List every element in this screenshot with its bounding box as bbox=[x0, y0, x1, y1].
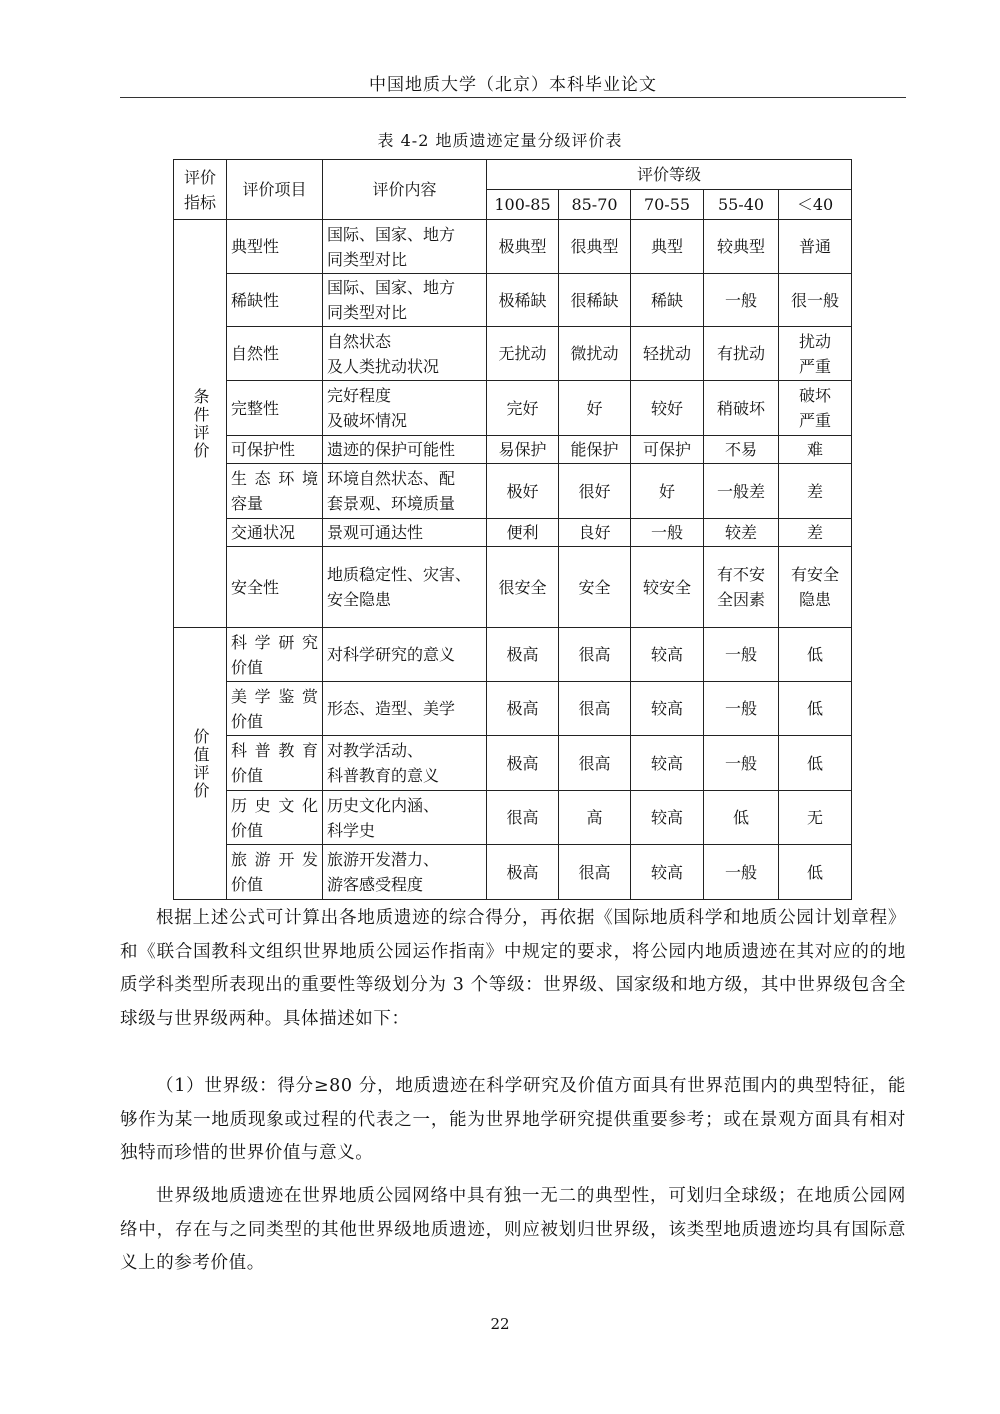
table-row bbox=[174, 736, 852, 791]
item-cell: 科学研究 价值 bbox=[227, 628, 323, 682]
grade-cell: 较好 bbox=[631, 381, 704, 436]
item-cell: 完整性 bbox=[227, 381, 323, 436]
item-cell: 可保护性 bbox=[227, 436, 323, 464]
grade-cell: 稍破坏 bbox=[704, 381, 779, 436]
content-cell: 环境自然状态、配 套景观、环境质量 bbox=[323, 464, 487, 519]
grade-cell: 完好 bbox=[487, 381, 559, 436]
content-cell: 完好程度 及破坏情况 bbox=[323, 381, 487, 436]
grade-cell: 极好 bbox=[487, 464, 559, 519]
table-row bbox=[174, 274, 852, 327]
item-cell: 生态环境 容量 bbox=[227, 464, 323, 519]
table-row bbox=[174, 220, 852, 274]
grade-cell: 较高 bbox=[631, 736, 704, 791]
item-cell: 典型性 bbox=[227, 220, 323, 274]
content-cell: 地质稳定性、灾害、 安全隐患 bbox=[323, 547, 487, 628]
content-cell: 对科学研究的意义 bbox=[323, 628, 487, 682]
table-caption: 表 4-2 地质遗迹定量分级评价表 bbox=[377, 131, 623, 150]
content-cell: 旅游开发潜力、 游客感受程度 bbox=[323, 845, 487, 900]
table-row bbox=[174, 381, 852, 436]
header-item: 评价项目 bbox=[227, 160, 323, 220]
running-header: 中国地质大学（北京）本科毕业论文 bbox=[369, 75, 657, 95]
header-content: 评价内容 bbox=[323, 160, 487, 220]
header-grade: 评价等级 bbox=[487, 160, 852, 190]
grade-cell: 低 bbox=[779, 736, 852, 791]
table-row bbox=[174, 628, 852, 682]
grade-cell: 扰动 严重 bbox=[779, 327, 852, 381]
group-label-cell bbox=[174, 628, 227, 900]
item-cell: 交通状况 bbox=[227, 519, 323, 547]
grade-cell: 较差 bbox=[704, 519, 779, 547]
grade-cell: 微扰动 bbox=[559, 327, 631, 381]
grade-cell: 极高 bbox=[487, 682, 559, 736]
table-row bbox=[174, 519, 852, 547]
grade-cell: 低 bbox=[779, 628, 852, 682]
grade-cell: 较典型 bbox=[704, 220, 779, 274]
grade-cell: 可保护 bbox=[631, 436, 704, 464]
grade-cell: 高 bbox=[559, 791, 631, 845]
grade-cell: 难 bbox=[779, 436, 852, 464]
grade-cell: 很高 bbox=[559, 628, 631, 682]
content-cell: 景观可通达性 bbox=[323, 519, 487, 547]
grade-cell: 能保护 bbox=[559, 436, 631, 464]
header-range: 55-40 bbox=[704, 190, 779, 220]
header-indicator: 评价 指标 bbox=[174, 160, 227, 220]
grade-cell: 较高 bbox=[631, 791, 704, 845]
grade-cell: 较高 bbox=[631, 628, 704, 682]
grade-cell: 良好 bbox=[559, 519, 631, 547]
grade-cell: 一般 bbox=[704, 736, 779, 791]
grade-cell: 典型 bbox=[631, 220, 704, 274]
content-cell: 历史文化内涵、 科学史 bbox=[323, 791, 487, 845]
table-row bbox=[174, 682, 852, 736]
grade-cell: 有不安 全因素 bbox=[704, 547, 779, 628]
grade-cell: 好 bbox=[559, 381, 631, 436]
content-cell: 对教学活动、 科普教育的意义 bbox=[323, 736, 487, 791]
header-rule bbox=[120, 97, 906, 98]
grade-cell: 极高 bbox=[487, 845, 559, 900]
grade-cell: 很稀缺 bbox=[559, 274, 631, 327]
table-row bbox=[174, 845, 852, 900]
grade-cell: 很典型 bbox=[559, 220, 631, 274]
grade-cell: 轻扰动 bbox=[631, 327, 704, 381]
grade-cell: 很高 bbox=[559, 736, 631, 791]
grade-cell: 有安全 隐患 bbox=[779, 547, 852, 628]
grade-cell: 一般 bbox=[631, 519, 704, 547]
grade-cell: 低 bbox=[704, 791, 779, 845]
grade-cell: 稀缺 bbox=[631, 274, 704, 327]
grade-cell: 差 bbox=[779, 464, 852, 519]
grade-cell: 较高 bbox=[631, 682, 704, 736]
table-body bbox=[174, 220, 852, 900]
grade-cell: 一般差 bbox=[704, 464, 779, 519]
content-cell: 国际、国家、地方 同类型对比 bbox=[323, 220, 487, 274]
table-row bbox=[174, 436, 852, 464]
grade-cell: 很一般 bbox=[779, 274, 852, 327]
group-label-cell bbox=[174, 220, 227, 628]
grade-cell: 较安全 bbox=[631, 547, 704, 628]
grade-cell: 极典型 bbox=[487, 220, 559, 274]
grade-cell: 很高 bbox=[559, 682, 631, 736]
item-cell: 安全性 bbox=[227, 547, 323, 628]
group-label: 价值评价 bbox=[191, 727, 210, 800]
item-cell: 美学鉴赏 价值 bbox=[227, 682, 323, 736]
grade-cell: 易保护 bbox=[487, 436, 559, 464]
grade-cell: 很好 bbox=[559, 464, 631, 519]
grade-cell: 很高 bbox=[559, 845, 631, 900]
grade-cell: 较高 bbox=[631, 845, 704, 900]
content-cell: 形态、造型、美学 bbox=[323, 682, 487, 736]
grade-cell: 一般 bbox=[704, 274, 779, 327]
grade-cell: 很安全 bbox=[487, 547, 559, 628]
page-number: 22 bbox=[490, 1315, 510, 1333]
table-row bbox=[174, 547, 852, 628]
grade-cell: 破坏 严重 bbox=[779, 381, 852, 436]
body-paragraph: 根据上述公式可计算出各地质遗迹的综合得分，再依据《国际地质科学和地质公园计划章程》和《联合国教科文组织世界地质公园运作指南》中规定的要求，将公园内地质遗迹在其对应的的地质学科类型所表现出的重要性等级划分为 3 个等级：世界级、国家级和地方级，其中世界级包含全球级与世界级两种。具体描述如下： bbox=[120, 908, 906, 1029]
grade-cell: 安全 bbox=[559, 547, 631, 628]
content-cell: 自然状态 及人类扰动状况 bbox=[323, 327, 487, 381]
grade-cell: 极高 bbox=[487, 628, 559, 682]
grade-cell: 好 bbox=[631, 464, 704, 519]
item-cell: 科普教育 价值 bbox=[227, 736, 323, 791]
body-paragraph: 世界级地质遗迹在世界地质公园网络中具有独一无二的典型性，可划归全球级；在地质公园网络中，存在与之同类型的其他世界级地质遗迹，则应被划归世界级，该类型地质遗迹均具有国际意义上的参考价值。 bbox=[120, 1186, 906, 1273]
grade-cell: 差 bbox=[779, 519, 852, 547]
group-label: 条件评价 bbox=[191, 387, 210, 460]
evaluation-table bbox=[173, 159, 852, 900]
table-row bbox=[174, 791, 852, 845]
grade-cell: 一般 bbox=[704, 845, 779, 900]
grade-cell: 极高 bbox=[487, 736, 559, 791]
content-cell: 遗迹的保护可能性 bbox=[323, 436, 487, 464]
table-row bbox=[174, 464, 852, 519]
grade-cell: 一般 bbox=[704, 682, 779, 736]
grade-cell: 很高 bbox=[487, 791, 559, 845]
item-cell: 稀缺性 bbox=[227, 274, 323, 327]
table-row bbox=[174, 327, 852, 381]
header-range: 85-70 bbox=[559, 190, 631, 220]
header-range: 100-85 bbox=[487, 190, 559, 220]
grade-cell: 低 bbox=[779, 845, 852, 900]
grade-cell: 有扰动 bbox=[704, 327, 779, 381]
grade-cell: 低 bbox=[779, 682, 852, 736]
body-paragraph: （1）世界级：得分≥80 分，地质遗迹在科学研究及价值方面具有世界范围内的典型特征，能够作为某一地质现象或过程的代表之一，能为世界地学研究提供重要参考；或在景观方面具有相对独特而珍惜的世界价值与意义。 bbox=[120, 1076, 906, 1163]
grade-cell: 一般 bbox=[704, 628, 779, 682]
item-cell: 历史文化 价值 bbox=[227, 791, 323, 845]
item-cell: 自然性 bbox=[227, 327, 323, 381]
grade-cell: 极稀缺 bbox=[487, 274, 559, 327]
grade-cell: 便利 bbox=[487, 519, 559, 547]
header-range: 70-55 bbox=[631, 190, 704, 220]
grade-cell: 无 bbox=[779, 791, 852, 845]
content-cell: 国际、国家、地方 同类型对比 bbox=[323, 274, 487, 327]
header-range: ＜40 bbox=[779, 190, 852, 220]
grade-cell: 普通 bbox=[779, 220, 852, 274]
item-cell: 旅游开发 价值 bbox=[227, 845, 323, 900]
grade-cell: 不易 bbox=[704, 436, 779, 464]
grade-cell: 无扰动 bbox=[487, 327, 559, 381]
